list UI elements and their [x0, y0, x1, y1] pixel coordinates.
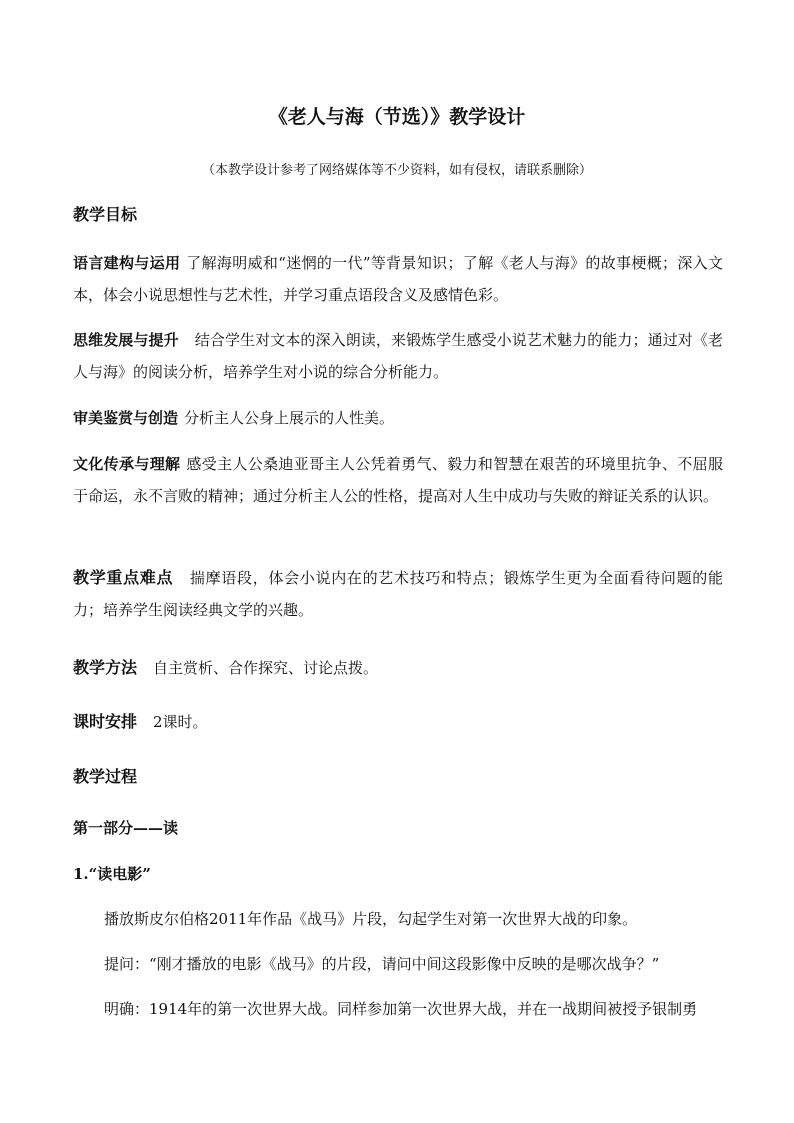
part-one-heading: 第一部分——读 [73, 819, 179, 837]
document-subtitle: （本教学设计参考了网络媒体等不少资料，如有侵权，请联系删除） [201, 163, 592, 178]
goal-text: 分析主人公身上展示的人性美。 [184, 409, 395, 427]
goal-culture [73, 449, 723, 512]
goal-text: 了解海明威和“迷惘的一代”等背景知识；了解《老人与海》的故事梗概；深入文本，体会小说思想性与艺术性，并学习重点语段含义及感情色彩。 [73, 254, 723, 304]
step-one-line: 明确：1914年的第一次世界大战。同样参加第一次世界大战，并在一战期间被授予银制勇 [104, 1000, 698, 1018]
teaching-methods [73, 652, 723, 685]
goal-thinking [73, 325, 723, 388]
document-title: 《老人与海（节选）》教学设计 [268, 106, 526, 128]
goal-label: 思维发展与提升 [73, 331, 179, 349]
methods-label: 教学方法 [73, 658, 138, 677]
class-schedule [73, 706, 723, 739]
methods-text: 自主赏析、合作探究、讨论点拨。 [153, 659, 379, 677]
key-points-label: 教学重点难点 [73, 568, 174, 587]
step-one-line: 提问：“刚才播放的电影《战马》的片段，请问中间这段影像中反映的是哪次战争？” [104, 955, 660, 973]
goal-label: 审美鉴赏与创造 [73, 409, 179, 427]
process-heading: 教学过程 [73, 767, 138, 786]
goal-label: 文化传承与理解 [73, 455, 181, 473]
key-points [73, 562, 723, 626]
goal-text: 结合学生对文本的深入朗读，来锻炼学生感受小说艺术魅力的能力；通过对《老人与海》的阅读分析，培养学生对小说的综合分析能力。 [73, 331, 723, 381]
goal-label: 语言建构与运用 [73, 254, 181, 272]
goal-language [73, 248, 723, 311]
key-points-text: 揣摩语段，体会小说内在的艺术技巧和特点；锻炼学生更为全面看待问题的能力；培养学生阅读经典文学的兴趣。 [73, 569, 723, 619]
goal-text: 感受主人公桑迪亚哥主人公凭着勇气、毅力和智慧在艰苦的环境里抗争、不屈服于命运，永不言败的精神；通过分析主人公的性格，提高对人生中成功与失败的辩证关系的认识。 [73, 455, 723, 505]
goals-heading: 教学目标 [73, 205, 138, 224]
schedule-label: 课时安排 [73, 712, 138, 731]
goal-aesthetics [73, 403, 723, 435]
step-one-heading: 1.“读电影” [73, 865, 151, 883]
schedule-text: 2课时。 [153, 713, 208, 731]
step-one-line: 播放斯皮尔伯格2011年作品《战马》片段，勾起学生对第一次世界大战的印象。 [104, 910, 638, 928]
